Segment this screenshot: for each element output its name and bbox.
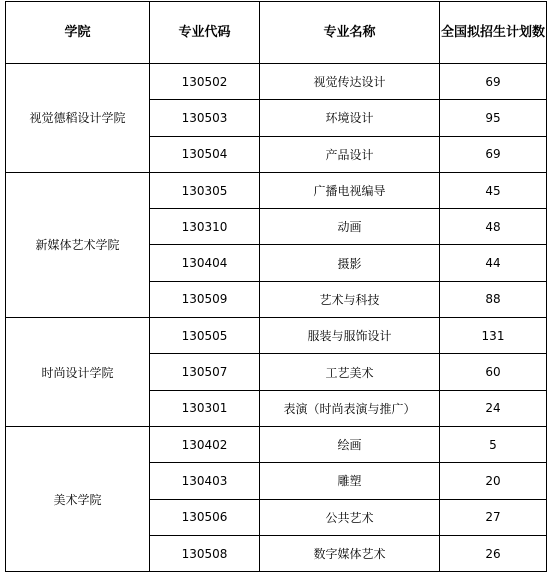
college-cell: 美术学院 (6, 426, 150, 571)
enrollment-plan-cell: 20 (440, 463, 547, 499)
major-name-cell: 摄影 (260, 245, 440, 281)
major-name-cell: 服装与服饰设计 (260, 318, 440, 354)
major-name-cell: 动画 (260, 209, 440, 245)
enrollment-plan-cell: 88 (440, 281, 547, 317)
major-code-cell: 130403 (150, 463, 260, 499)
header-enrollment-plan: 全国拟招生计划数 (440, 2, 547, 64)
major-name-cell: 视觉传达设计 (260, 64, 440, 100)
table-row (6, 172, 547, 208)
table-row (6, 426, 547, 462)
major-code-cell: 130402 (150, 426, 260, 462)
header-college: 学院 (6, 2, 150, 64)
major-name-cell: 工艺美术 (260, 354, 440, 390)
major-name-cell: 艺术与科技 (260, 281, 440, 317)
college-cell: 新媒体艺术学院 (6, 172, 150, 317)
major-name-cell: 数字媒体艺术 (260, 535, 440, 571)
major-code-cell: 130506 (150, 499, 260, 535)
major-code-cell: 130305 (150, 172, 260, 208)
major-code-cell: 130509 (150, 281, 260, 317)
enrollment-plan-cell: 5 (440, 426, 547, 462)
enrollment-plan-cell: 44 (440, 245, 547, 281)
enrollment-plan-cell: 48 (440, 209, 547, 245)
header-major-name: 专业名称 (260, 2, 440, 64)
enrollment-plan-cell: 60 (440, 354, 547, 390)
enrollment-plan-cell: 69 (440, 64, 547, 100)
major-code-cell: 130503 (150, 100, 260, 136)
major-code-cell: 130301 (150, 390, 260, 426)
major-name-cell: 公共艺术 (260, 499, 440, 535)
major-name-cell: 表演（时尚表演与推广） (260, 390, 440, 426)
major-code-cell: 130310 (150, 209, 260, 245)
major-code-cell: 130504 (150, 136, 260, 172)
major-code-cell: 130404 (150, 245, 260, 281)
major-code-cell: 130502 (150, 64, 260, 100)
major-name-cell: 绘画 (260, 426, 440, 462)
major-name-cell: 雕塑 (260, 463, 440, 499)
table-row (6, 318, 547, 354)
table-body (6, 64, 547, 572)
major-code-cell: 130507 (150, 354, 260, 390)
major-name-cell: 广播电视编导 (260, 172, 440, 208)
enrollment-plan-cell: 24 (440, 390, 547, 426)
enrollment-plan-cell: 131 (440, 318, 547, 354)
enrollment-plan-cell: 26 (440, 535, 547, 571)
major-code-cell: 130505 (150, 318, 260, 354)
enrollment-plan-cell: 95 (440, 100, 547, 136)
table-row (6, 64, 547, 100)
enrollment-plan-cell: 45 (440, 172, 547, 208)
major-name-cell: 环境设计 (260, 100, 440, 136)
enrollment-plan-table (5, 1, 547, 572)
major-name-cell: 产品设计 (260, 136, 440, 172)
major-code-cell: 130508 (150, 535, 260, 571)
enrollment-plan-cell: 27 (440, 499, 547, 535)
header-major-code: 专业代码 (150, 2, 260, 64)
header-row (6, 2, 547, 64)
college-cell: 时尚设计学院 (6, 318, 150, 427)
enrollment-plan-cell: 69 (440, 136, 547, 172)
college-cell: 视觉德稻设计学院 (6, 64, 150, 173)
